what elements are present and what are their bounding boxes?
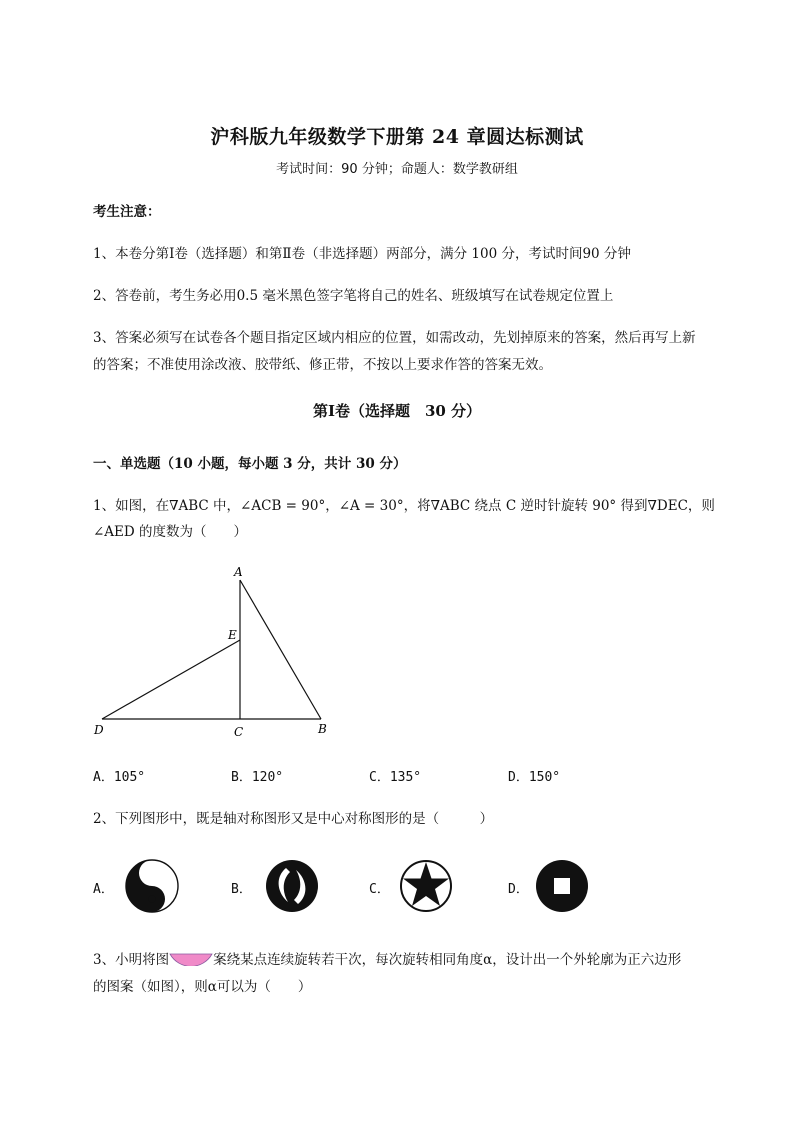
q1-stem-line-1: 1、如图，在∇ABC 中，∠ACB = 90°，∠A = 30°，将∇ABC 绕点 C 逆时针旋转 90° 得到∇DEC，则 xyxy=(93,498,715,514)
page-title: 沪科版九年级数学下册第 24 章圆达标测试 xyxy=(210,126,584,148)
label-E: E xyxy=(228,628,237,642)
q1-option-c[interactable]: C．135° xyxy=(369,770,422,785)
notice-item-2: 2、答卷前，考生务必用0.5 毫米黑色签字笔将自己的姓名、班级填写在试卷规定位置上 xyxy=(93,288,614,304)
q1-option-d[interactable]: D．150° xyxy=(508,770,561,785)
notice-heading: 考生注意： xyxy=(93,204,161,220)
notice-item-3-line-1: 3、答案必须写在试卷各个题目指定区域内相应的位置，如需改动，先划掉原来的答案，然后再写上新 xyxy=(93,330,696,346)
part-heading: 一、单选题（10 小题，每小题 3 分，共计 30 分） xyxy=(93,456,407,472)
q3-stem-line-2: 的图案（如图），则α可以为（ ） xyxy=(93,979,312,995)
segment-AB xyxy=(240,580,321,719)
label-D: D xyxy=(94,723,104,737)
q3-stem-part-b: 案绕某点连续旋转若干次，每次旋转相同角度α，设计出一个外轮廓为正六边形 xyxy=(213,952,682,968)
pink-segment-shape xyxy=(169,952,213,966)
label-C: C xyxy=(234,725,244,739)
section-heading: 第Ⅰ卷（选择题 30 分） xyxy=(312,402,482,420)
label-A: A xyxy=(234,565,243,579)
yin-yang-icon xyxy=(124,858,180,914)
q1-triangle-figure xyxy=(90,560,340,745)
q1-option-a[interactable]: A．105° xyxy=(93,770,146,785)
q1-option-b[interactable]: B．120° xyxy=(231,770,284,785)
q3-stem-part-a: 3、小明将图 xyxy=(93,952,170,968)
q2-option-d[interactable]: D． xyxy=(508,882,529,897)
q3-stem-line-1 xyxy=(93,948,681,968)
exam-info: 考试时间：90 分钟；命题人：数学教研组 xyxy=(276,162,518,177)
q1-stem-line-2: ∠AED 的度数为（ ） xyxy=(93,524,248,540)
label-B: B xyxy=(318,722,327,736)
q2-option-a[interactable]: A． xyxy=(93,882,114,897)
q2-stem: 2、下列图形中，既是轴对称图形又是中心对称图形的是（ ） xyxy=(93,811,494,827)
star-circle-icon xyxy=(398,858,454,914)
q2-option-b[interactable]: B． xyxy=(231,882,252,897)
square-hole-coin-icon xyxy=(534,858,590,914)
notice-item-3-line-2: 的答案；不准使用涂改液、胶带纸、修正带，不按以上要求作答的答案无效。 xyxy=(93,357,552,373)
wave-circle-icon xyxy=(264,858,320,914)
q2-option-c[interactable]: C． xyxy=(369,882,390,897)
notice-item-1: 1、本卷分第Ⅰ卷（选择题）和第Ⅱ卷（非选择题）两部分，满分 100 分，考试时间90 分钟 xyxy=(93,246,631,262)
segment-DE xyxy=(102,640,240,719)
